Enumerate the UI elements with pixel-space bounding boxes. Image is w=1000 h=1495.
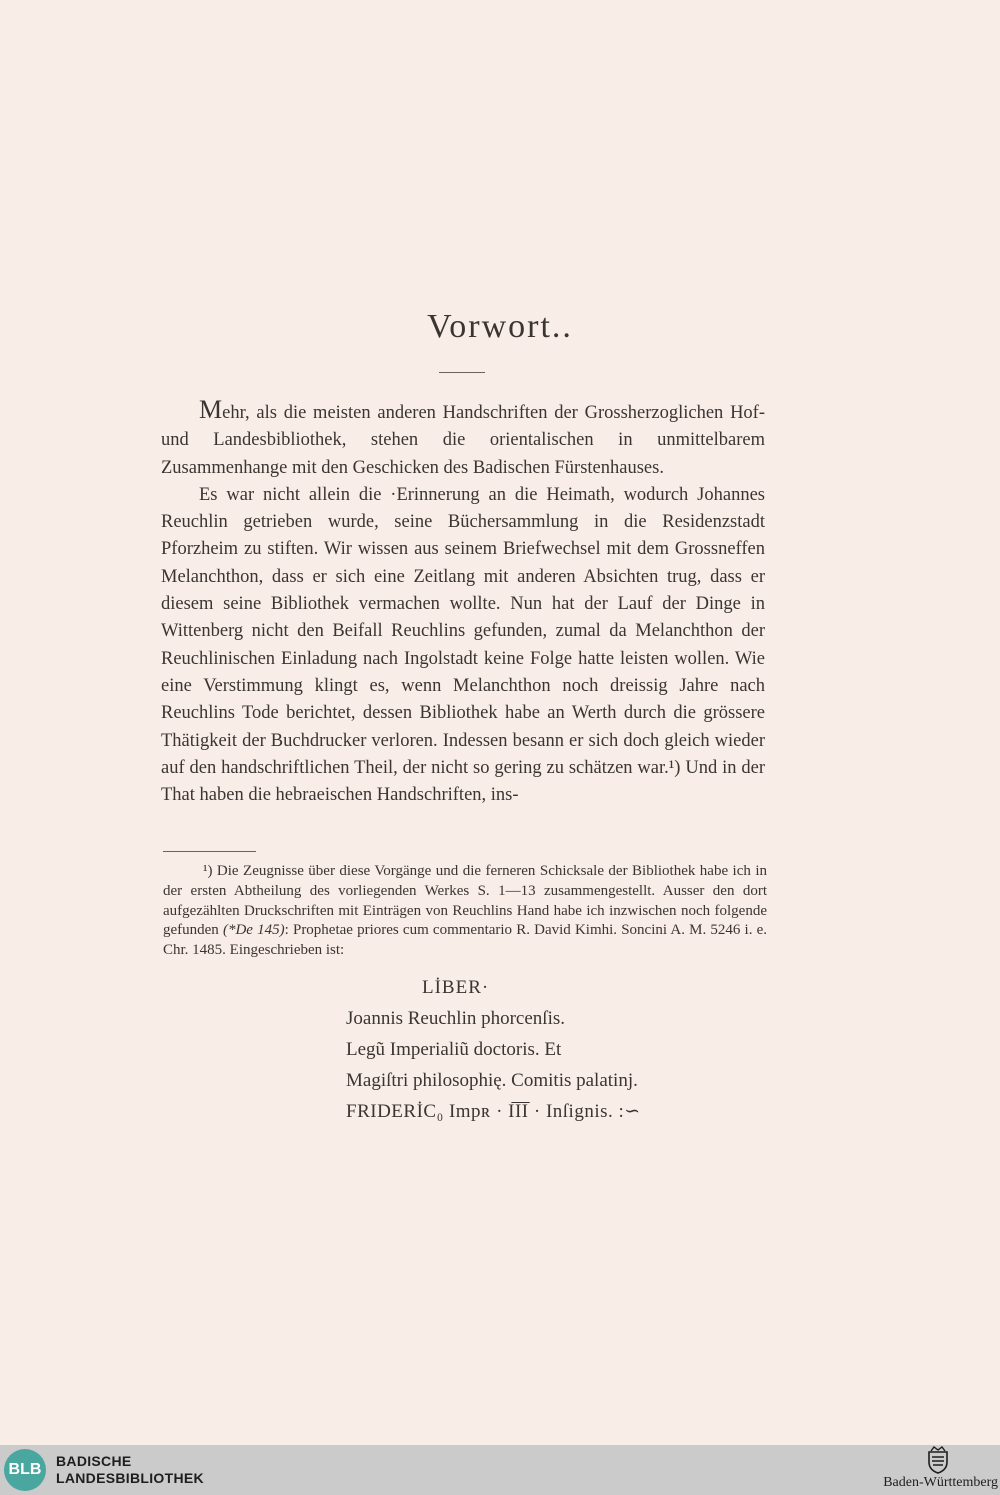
inscription-line-4: Magiſtri philosophię. Comitis palatinj. bbox=[346, 1070, 638, 1091]
paragraph-1 bbox=[161, 396, 765, 482]
title-rule bbox=[439, 372, 485, 373]
coat-of-arms-icon bbox=[925, 1446, 951, 1474]
inscription-line-1: LİBER· bbox=[422, 977, 490, 998]
body-text bbox=[161, 396, 765, 809]
inscription-line-2: Joannis Reuchlin phorcenſis. bbox=[346, 1008, 565, 1029]
footnote-rule bbox=[163, 851, 256, 852]
paragraph-2: Es war nicht allein die ·Erinnerung an die Heimath, wodurch Johannes Reuchlin getrieben wurde, seine Büchersammlung in die Residenzstadt Pforzheim zu stiften. Wir wissen aus seinem Briefwechsel mit dem Grossneffen Melanchthon, dass er sich eine Zeitlang mit anderen Absichten trug, dass er diesem seine Bibliothek vermachen wollte. Nun hat der Lauf der Dinge in Wittenberg nicht den Beifall Reuchlins gefunden, zumal da Melanchthon der Reuchlinischen Einladung nach Ingolstadt keine Folge hatte leisten wollen. Wie eine Verstimmung klingt es, wenn Melanchthon noch dreissig Jahre nach Reuchlins Tode berichtet, dessen Bibliothek habe an Werth durch die grössere Thätigkeit der Buchdrucker verloren. Indessen besann er sich doch gleich wieder auf den handschriftlichen Theil, der nicht so gering zu schätzen war.¹) Und in der That haben die hebraeischen Handschriften, ins- bbox=[161, 484, 765, 806]
inscription-line-5: FRIDERİC₀ Impʀ · I͞I͞I · Inſignis. :∽ bbox=[346, 1101, 641, 1122]
state-name: Baden-Württemberg bbox=[883, 1475, 998, 1490]
paragraph-1-text: ehr, als die meisten anderen Handschriften der Grossherzoglichen Hof- und Landesbibliothek, stehen die orientalischen in unmittelbarem Zusammenhange mit den Geschicken des Badischen Fürstenhauses. bbox=[161, 403, 765, 478]
inscription-line-3: Legũ Imperialiũ doctoris. Et bbox=[346, 1039, 562, 1060]
blb-logo-icon[interactable]: BLB bbox=[4, 1449, 46, 1491]
page-title: Vorwort.. bbox=[427, 308, 573, 345]
footnote-signature: (*De 145) bbox=[222, 922, 285, 939]
dropcap: M bbox=[199, 395, 223, 424]
footnote-text-1: ¹) Die Zeugnisse über diese Vorgänge und die ferneren Schicksale der Bibliothek habe ich in der ersten Abtheilung des vorliegenden Werkes S. 1—13 zusammengestellt. Ausser den dort aufgezählten Druckschriften mit Einträgen von Reuchlins Hand habe ich inzwischen noch folgende gefunden bbox=[163, 863, 767, 939]
footer-bar bbox=[0, 1445, 1000, 1495]
library-name-line-1: BADISCHE bbox=[56, 1453, 132, 1469]
footnote-text-2: : Prophetae priores cum commentario R. David Kimhi. Soncini A. M. 5246 i. e. Chr. 1485. Eingeschrieben ist: bbox=[163, 922, 768, 959]
footnote bbox=[163, 862, 767, 961]
library-name[interactable] bbox=[56, 1453, 204, 1487]
library-name-line-2: LANDESBIBLIOTHEK bbox=[56, 1470, 204, 1486]
inscription bbox=[346, 972, 766, 1127]
